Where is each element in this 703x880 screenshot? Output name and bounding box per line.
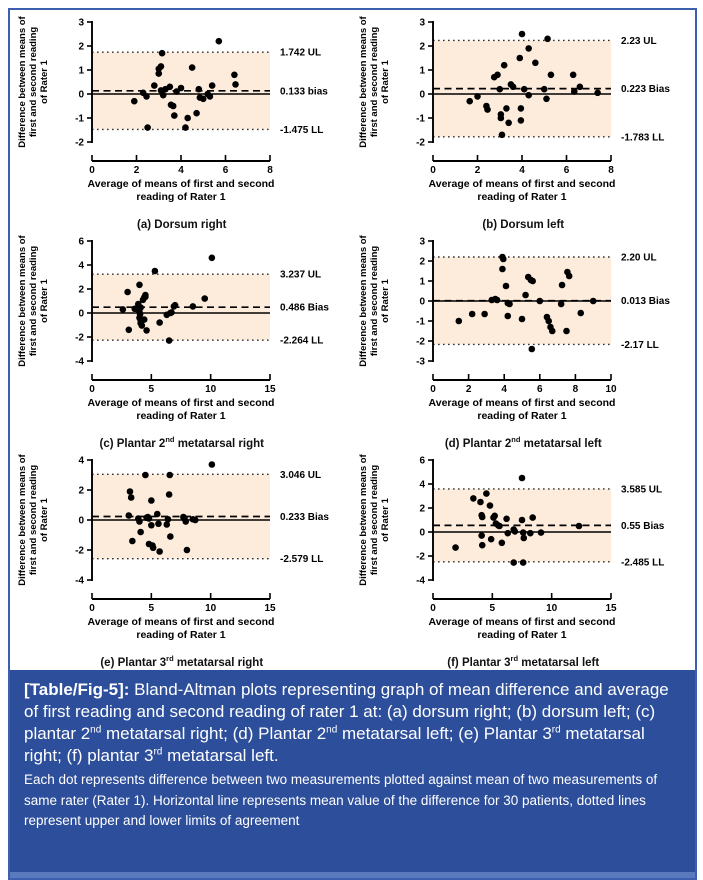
- data-point: [193, 110, 200, 117]
- data-point: [563, 328, 570, 335]
- x-tick-label: 2: [474, 165, 481, 176]
- data-point: [496, 522, 503, 529]
- x-tick-label: 4: [177, 165, 184, 176]
- x-tick-label: 10: [204, 383, 216, 395]
- panel-c-plantar-2nd-right: [11, 233, 353, 450]
- data-point: [595, 90, 602, 97]
- ll-label: -2.579 LL: [279, 553, 324, 565]
- y-tick-label: 2: [419, 41, 426, 53]
- y-axis-title-line2: first and second reading: [27, 464, 39, 575]
- data-point: [160, 92, 167, 99]
- ul-label: 1.742 UL: [279, 47, 321, 59]
- data-point: [171, 112, 178, 119]
- data-point: [154, 510, 161, 517]
- data-point: [148, 522, 155, 529]
- x-tick-label: 15: [264, 602, 276, 614]
- data-point: [164, 516, 171, 523]
- x-tick-label: 6: [563, 165, 570, 176]
- data-point: [499, 266, 506, 273]
- caption-accent-strip: [10, 872, 695, 878]
- ll-label: -2.485 LL: [621, 556, 665, 568]
- panel-caption-c: (c) Plantar 2nd metatarsal right: [99, 434, 264, 450]
- y-axis-title-line1: Difference between means of: [16, 235, 28, 367]
- data-point: [527, 530, 534, 537]
- data-point: [543, 96, 550, 103]
- x-tick-label: 6: [537, 383, 543, 395]
- x-tick-label: 4: [501, 383, 508, 395]
- ll-label: -2.17 LL: [621, 339, 660, 351]
- y-tick-label: 0: [78, 308, 84, 320]
- y-tick-label: 1: [419, 276, 426, 288]
- data-point: [577, 84, 584, 91]
- data-point: [177, 85, 184, 92]
- data-point: [549, 328, 556, 335]
- y-tick-label: -1: [416, 316, 426, 328]
- data-point: [501, 62, 508, 69]
- figure-caption-label: [Table/Fig-5]:: [24, 680, 130, 700]
- y-tick-label: -2: [416, 137, 426, 149]
- data-point: [145, 515, 152, 522]
- data-point: [479, 542, 486, 549]
- x-tick-label: 0: [88, 165, 95, 176]
- data-point: [232, 81, 239, 88]
- y-tick-label: -2: [74, 137, 84, 149]
- data-point: [523, 292, 530, 299]
- x-tick-label: 0: [430, 383, 437, 395]
- data-point: [142, 471, 149, 478]
- y-tick-label: -1: [416, 113, 426, 125]
- data-point: [143, 327, 150, 334]
- data-point: [545, 36, 552, 43]
- data-point: [482, 311, 489, 318]
- y-tick-label: -2: [74, 545, 84, 557]
- data-point: [166, 491, 173, 498]
- data-point: [131, 98, 138, 105]
- data-point: [141, 316, 148, 323]
- ul-label: 2.23 UL: [621, 35, 657, 47]
- data-point: [182, 124, 189, 131]
- data-point: [167, 533, 174, 540]
- data-point: [166, 84, 173, 91]
- data-point: [456, 318, 463, 325]
- ul-label: 3.237 UL: [279, 269, 321, 281]
- data-point: [452, 544, 459, 551]
- panel-caption-d: (d) Plantar 2nd metatarsal left: [444, 434, 602, 450]
- panel-caption-b: (b) Dorsum left: [482, 218, 565, 231]
- x-tick-label: 5: [148, 602, 154, 614]
- y-axis-title-line1: Difference between means of: [358, 16, 370, 148]
- data-point: [497, 86, 504, 93]
- data-point: [570, 72, 577, 79]
- y-tick-label: -3: [416, 356, 426, 368]
- bland-altman-plot-e: [12, 452, 352, 652]
- data-point: [537, 298, 544, 305]
- y-tick-label: -2: [74, 332, 84, 344]
- data-point: [578, 310, 585, 317]
- x-axis-title-line2: reading of Rater 1: [477, 628, 567, 641]
- bias-label: 0.55 Bias: [621, 520, 665, 532]
- panel-caption-f: (f) Plantar 3rd metatarsal left: [447, 653, 600, 669]
- data-point: [159, 50, 166, 57]
- y-tick-label: -1: [74, 113, 84, 125]
- data-point: [124, 289, 131, 296]
- bias-label: 0.233 Bias: [279, 511, 329, 523]
- data-point: [494, 297, 501, 304]
- x-tick-label: 15: [605, 602, 617, 614]
- data-point: [530, 278, 537, 285]
- data-point: [510, 84, 517, 91]
- data-point: [541, 86, 548, 93]
- data-point: [559, 282, 566, 289]
- data-point: [470, 495, 477, 502]
- data-point: [566, 273, 573, 280]
- x-axis-title-line2: reading of Rater 1: [136, 628, 226, 641]
- data-point: [505, 530, 512, 537]
- x-tick-label: 2: [466, 383, 472, 395]
- data-point: [506, 301, 513, 308]
- data-point: [479, 532, 486, 539]
- data-point: [201, 295, 208, 302]
- data-point: [192, 516, 199, 523]
- bland-altman-plot-f: [353, 452, 693, 652]
- ll-label: -1.783 LL: [621, 132, 665, 144]
- y-tick-label: 0: [78, 515, 84, 527]
- data-point: [500, 256, 507, 263]
- y-tick-label: 6: [419, 455, 426, 467]
- data-point: [479, 513, 486, 520]
- x-axis-title-line1: Average of means of first and second: [87, 615, 275, 628]
- y-axis-title-line3: of Rater 1: [380, 497, 392, 542]
- y-tick-label: 3: [419, 17, 426, 29]
- y-tick-label: 2: [419, 256, 426, 268]
- data-point: [138, 322, 145, 329]
- data-point: [128, 494, 135, 501]
- data-point: [206, 93, 213, 100]
- y-axis-title-line2: first and second reading: [369, 245, 381, 356]
- data-point: [168, 309, 175, 316]
- bland-altman-plot-d: [353, 233, 693, 433]
- x-tick-label: 8: [572, 383, 579, 395]
- data-point: [166, 337, 173, 344]
- data-point: [148, 497, 155, 504]
- data-point: [156, 548, 163, 555]
- x-tick-label: 0: [88, 602, 95, 614]
- y-tick-label: 0: [419, 89, 426, 101]
- x-tick-label: 8: [266, 165, 273, 176]
- data-point: [505, 313, 512, 320]
- data-point: [189, 64, 196, 71]
- data-point: [487, 502, 494, 509]
- data-point: [208, 461, 215, 468]
- data-point: [142, 293, 149, 300]
- y-tick-label: 1: [78, 65, 84, 77]
- y-axis-title-line2: first and second reading: [27, 245, 39, 356]
- x-tick-label: 8: [608, 165, 615, 176]
- data-point: [125, 326, 132, 333]
- data-point: [521, 86, 528, 93]
- x-axis-title-line1: Average of means of first and second: [87, 178, 275, 190]
- data-point: [231, 72, 238, 79]
- data-point: [195, 86, 202, 93]
- x-tick-label: 5: [148, 383, 154, 395]
- x-tick-label: 10: [546, 602, 558, 614]
- y-tick-label: 4: [78, 260, 84, 272]
- data-point: [526, 45, 533, 52]
- data-point: [488, 536, 495, 543]
- x-axis-title-line1: Average of means of first and second: [87, 396, 275, 409]
- y-tick-label: 1: [419, 65, 426, 77]
- x-tick-label: 0: [430, 165, 437, 176]
- y-tick-label: -4: [74, 356, 84, 368]
- data-point: [499, 132, 506, 139]
- y-tick-label: 2: [78, 485, 84, 497]
- bland-altman-plot-c: [12, 233, 352, 433]
- y-axis-title-line2: first and second reading: [369, 26, 381, 138]
- data-point: [129, 537, 136, 544]
- data-point: [151, 82, 158, 89]
- data-point: [504, 515, 511, 522]
- panel-caption-a: (a) Dorsum right: [137, 218, 227, 231]
- data-point: [519, 316, 526, 323]
- data-point: [469, 311, 476, 318]
- x-axis-title-line1: Average of means of first and second: [428, 396, 616, 409]
- data-point: [576, 522, 583, 529]
- data-point: [119, 306, 126, 313]
- data-point: [518, 105, 525, 112]
- y-axis-title-line3: of Rater 1: [38, 60, 50, 104]
- y-axis-title-line3: of Rater 1: [38, 497, 50, 542]
- x-tick-label: 0: [88, 383, 95, 395]
- y-axis-title-line1: Difference between means of: [16, 16, 28, 148]
- x-axis-title-line2: reading of Rater 1: [477, 191, 567, 203]
- data-point: [215, 38, 222, 45]
- ul-label: 3.046 UL: [279, 469, 321, 481]
- y-tick-label: -2: [416, 551, 426, 563]
- data-point: [512, 528, 519, 535]
- y-tick-label: 0: [419, 527, 426, 539]
- figure-frame: [8, 8, 697, 880]
- data-point: [166, 471, 173, 478]
- y-axis-title-line2: first and second reading: [369, 464, 381, 575]
- x-axis-title-line1: Average of means of first and second: [428, 615, 616, 628]
- data-point: [499, 539, 506, 546]
- data-point: [520, 559, 527, 566]
- data-point: [571, 88, 578, 95]
- data-point: [519, 474, 526, 481]
- data-point: [477, 498, 484, 505]
- panel-a-dorsum-right: [11, 14, 353, 231]
- plots-grid: [10, 10, 695, 670]
- y-axis-title-line1: Difference between means of: [358, 235, 370, 367]
- data-point: [511, 559, 518, 566]
- panel-e-plantar-3rd-right: [11, 452, 353, 669]
- bias-label: 0.013 Bias: [621, 296, 671, 308]
- data-point: [126, 488, 133, 495]
- data-point: [474, 93, 481, 100]
- y-tick-label: 6: [78, 236, 84, 248]
- data-point: [548, 72, 555, 79]
- data-point: [182, 518, 189, 525]
- bias-label: 0.486 Bias: [279, 302, 329, 314]
- data-point: [137, 528, 144, 535]
- data-point: [151, 268, 158, 275]
- x-axis-title-line2: reading of Rater 1: [136, 409, 226, 422]
- y-tick-label: -2: [416, 336, 426, 348]
- data-point: [538, 529, 545, 536]
- panel-f-plantar-3rd-left: [353, 452, 695, 669]
- x-tick-label: 6: [222, 165, 229, 176]
- data-point: [494, 72, 501, 79]
- ll-label: -1.475 LL: [279, 124, 324, 136]
- data-point: [503, 105, 510, 112]
- data-point: [208, 254, 215, 261]
- figure-caption-note: Each dot represents difference between two measurements plotted against mean of two measurements of same rater (Rater 1). Horizontal line represents mean value of the difference for 30 patients, dotted lines represent upper and lower limits of agreement: [24, 772, 658, 828]
- data-point: [558, 301, 565, 308]
- data-point: [532, 60, 539, 67]
- y-tick-label: 0: [78, 89, 84, 101]
- data-point: [521, 534, 528, 541]
- bias-label: 0.223 Bias: [621, 84, 671, 96]
- panel-d-plantar-2nd-left: [353, 233, 695, 450]
- y-tick-label: -4: [74, 575, 84, 587]
- y-axis-title-line1: Difference between means of: [16, 453, 28, 586]
- data-point: [546, 318, 553, 325]
- data-point: [136, 281, 143, 288]
- x-tick-label: 15: [264, 383, 276, 395]
- bland-altman-plot-a: [12, 14, 352, 214]
- x-axis-title-line2: reading of Rater 1: [136, 191, 226, 203]
- x-tick-label: 2: [133, 165, 140, 176]
- data-point: [483, 490, 490, 497]
- data-point: [484, 106, 491, 113]
- data-point: [590, 298, 597, 305]
- data-point: [530, 514, 537, 521]
- figure-caption-text: [Table/Fig-5]: Bland-Altman plots representing graph of mean difference and average of first reading and second reading of rater 1 at: (a) dorsum right; (b) dorsum left; (c) plantar 2nd metatarsal right; (d) Plantar 2nd metatarsal left; (e) Plantar 3rd metatarsal right; (f) plantar 3rd metatarsal left.: [24, 680, 669, 765]
- data-point: [519, 516, 526, 523]
- data-point: [155, 520, 162, 527]
- y-tick-label: -4: [416, 575, 426, 587]
- panel-caption-e: (e) Plantar 3rd metatarsal right: [100, 653, 264, 669]
- figure-caption-box: [10, 670, 695, 872]
- data-point: [189, 303, 196, 310]
- data-point: [184, 115, 191, 122]
- x-tick-label: 0: [430, 602, 437, 614]
- y-tick-label: 3: [419, 236, 426, 248]
- data-point: [529, 346, 536, 353]
- data-point: [526, 92, 533, 99]
- data-point: [518, 117, 525, 124]
- data-point: [172, 302, 179, 309]
- y-tick-label: 4: [78, 455, 84, 467]
- panel-b-dorsum-left: [353, 14, 695, 231]
- data-point: [467, 98, 474, 105]
- y-axis-title-line3: of Rater 1: [380, 60, 392, 104]
- x-axis-title-line1: Average of means of first and second: [428, 178, 616, 190]
- data-point: [517, 55, 524, 62]
- data-point: [170, 103, 177, 110]
- x-tick-label: 10: [204, 602, 216, 614]
- y-axis-title-line1: Difference between means of: [358, 453, 370, 586]
- data-point: [157, 63, 164, 70]
- data-point: [209, 82, 216, 89]
- y-tick-label: 0: [419, 296, 426, 308]
- y-tick-label: 2: [78, 284, 84, 296]
- data-point: [156, 319, 163, 326]
- y-tick-label: 4: [419, 479, 426, 491]
- data-point: [506, 120, 513, 127]
- x-tick-label: 5: [489, 602, 496, 614]
- data-point: [136, 518, 143, 525]
- x-tick-label: 4: [519, 165, 526, 176]
- data-point: [143, 93, 150, 100]
- bland-altman-plot-b: [353, 14, 693, 214]
- ul-label: 3.585 UL: [621, 484, 663, 496]
- y-tick-label: 2: [419, 503, 426, 515]
- data-point: [183, 546, 190, 553]
- data-point: [144, 124, 151, 131]
- x-tick-label: 10: [605, 383, 617, 395]
- data-point: [125, 512, 132, 519]
- x-axis-title-line2: reading of Rater 1: [477, 409, 567, 422]
- data-point: [150, 544, 157, 551]
- data-point: [519, 31, 526, 38]
- ll-label: -2.264 LL: [279, 335, 324, 347]
- data-point: [498, 115, 505, 122]
- y-axis-title-line3: of Rater 1: [380, 278, 392, 323]
- y-tick-label: 3: [78, 17, 84, 29]
- data-point: [492, 512, 499, 519]
- y-tick-label: 2: [78, 41, 84, 53]
- y-axis-title-line3: of Rater 1: [38, 278, 50, 323]
- bias-label: 0.133 bias: [279, 86, 328, 98]
- y-axis-title-line2: first and second reading: [27, 26, 39, 138]
- data-point: [503, 283, 510, 290]
- ul-label: 2.20 UL: [621, 252, 657, 264]
